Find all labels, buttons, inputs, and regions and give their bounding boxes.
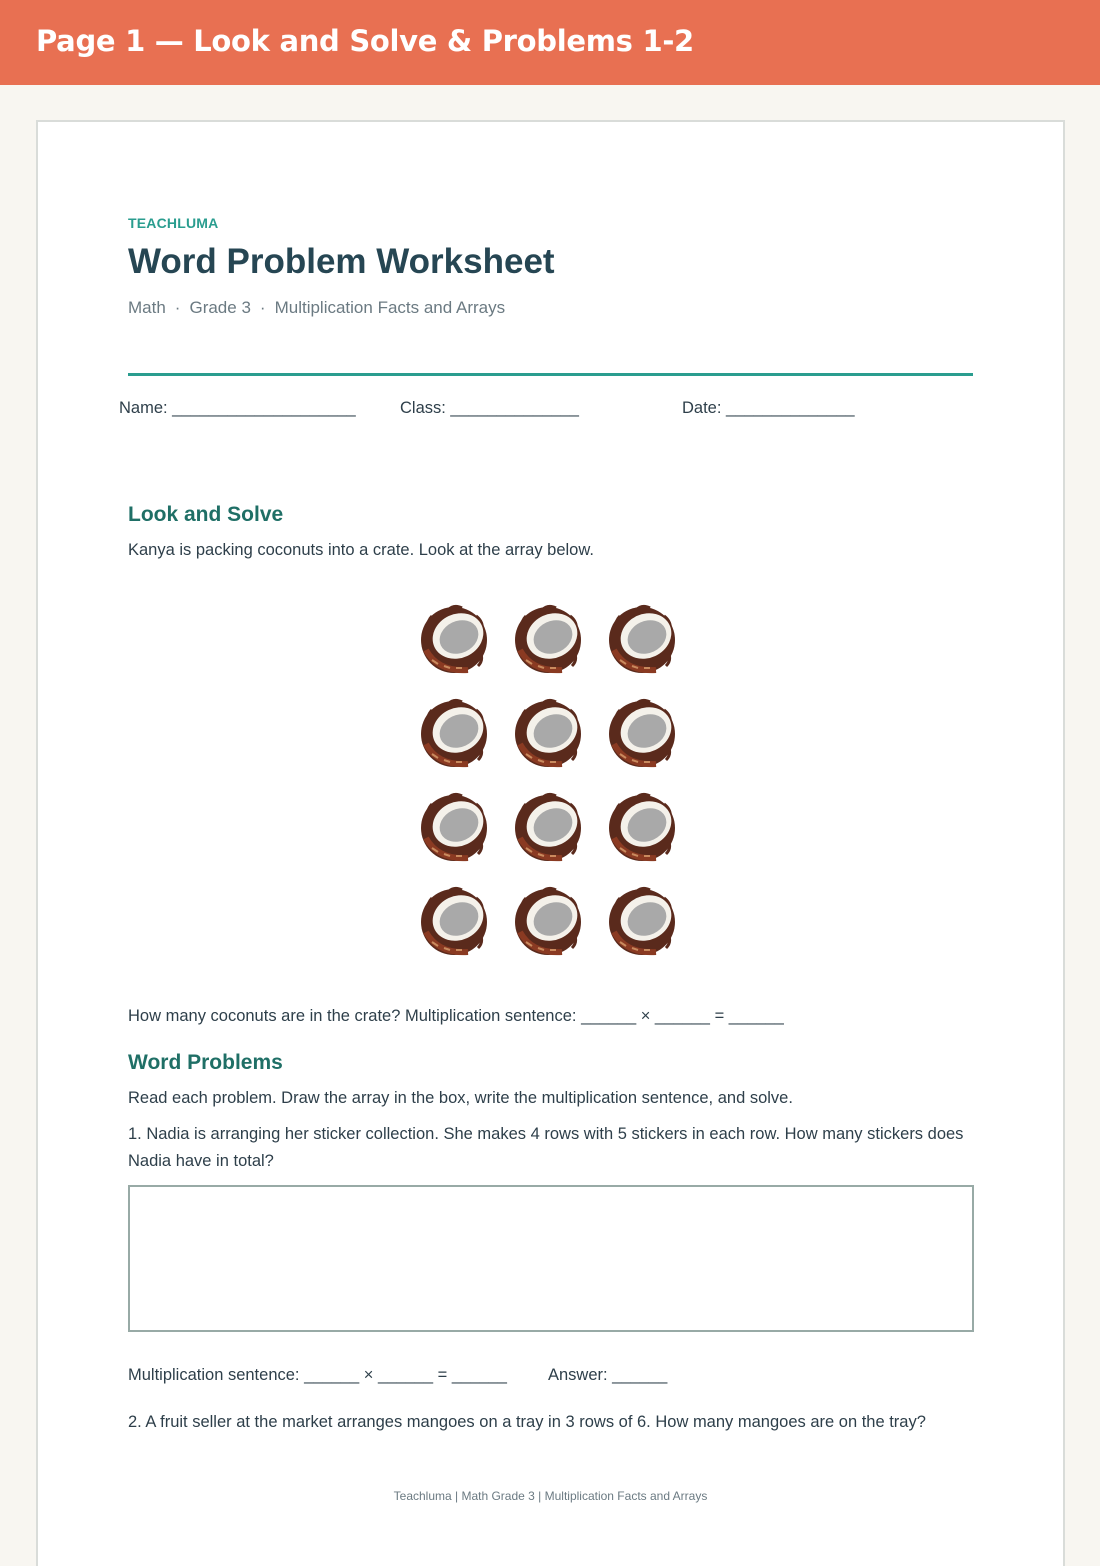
coconut-icon [512,696,584,768]
coconut-icon [606,602,678,674]
page-banner [0,0,1100,85]
grade-label: Grade 3 [189,298,251,317]
page-footer: Teachluma | Math Grade 3 | Multiplication Facts and Arrays [393,1489,708,1503]
subtitle-separator: · [174,298,181,317]
problem-1-answer[interactable]: Answer: ______ [548,1366,668,1384]
brand-name: TEACHLUMA [128,215,219,231]
worksheet-page [36,120,1065,1566]
coconut-icon [512,602,584,674]
coconut-icon [512,790,584,862]
worksheet-title: Word Problem Worksheet [128,242,555,281]
word-problems-instruction: Read each problem. Draw the array in the box, write the multiplication sentence, and solve. [128,1089,793,1107]
worksheet-subtitle [128,298,505,318]
header-divider [128,373,973,376]
coconut-icon [418,790,490,862]
banner-title: Page 1 — Look and Solve & Problems 1-2 [36,24,694,58]
date-field[interactable]: Date: ______________ [682,399,855,417]
problem-1-text: 1. Nadia is arranging her sticker collection. She makes 4 rows with 5 stickers in each row. How many stickers does Nadia have in total? [128,1125,964,1170]
look-and-solve-heading: Look and Solve [128,503,284,526]
topic-label: Multiplication Facts and Arrays [274,298,506,317]
coconut-icon [606,884,678,956]
name-field[interactable]: Name: ____________________ [119,399,356,417]
problem-1-sentence[interactable]: Multiplication sentence: ______ × ______ = ______ [128,1366,507,1384]
coconut-icon [418,884,490,956]
look-and-solve-instruction: Kanya is packing coconuts into a crate. Look at the array below. [128,541,594,559]
subject-label: Math [128,298,166,317]
coconut-icon [512,884,584,956]
coconut-icon [606,790,678,862]
look-and-solve-question: How many coconuts are in the crate? Multiplication sentence: ______ × ______ = ______ [128,1007,784,1025]
coconut-icon [606,696,678,768]
problem-1-drawing-box[interactable] [128,1185,974,1332]
coconut-array [418,602,688,962]
class-field[interactable]: Class: ______________ [400,399,579,417]
subtitle-separator: · [259,298,266,317]
problem-2-text: 2. A fruit seller at the market arranges mangoes on a tray in 3 rows of 6. How many mangoes are on the tray? [128,1413,926,1431]
word-problems-heading: Word Problems [128,1051,283,1074]
coconut-icon [418,602,490,674]
coconut-icon [418,696,490,768]
